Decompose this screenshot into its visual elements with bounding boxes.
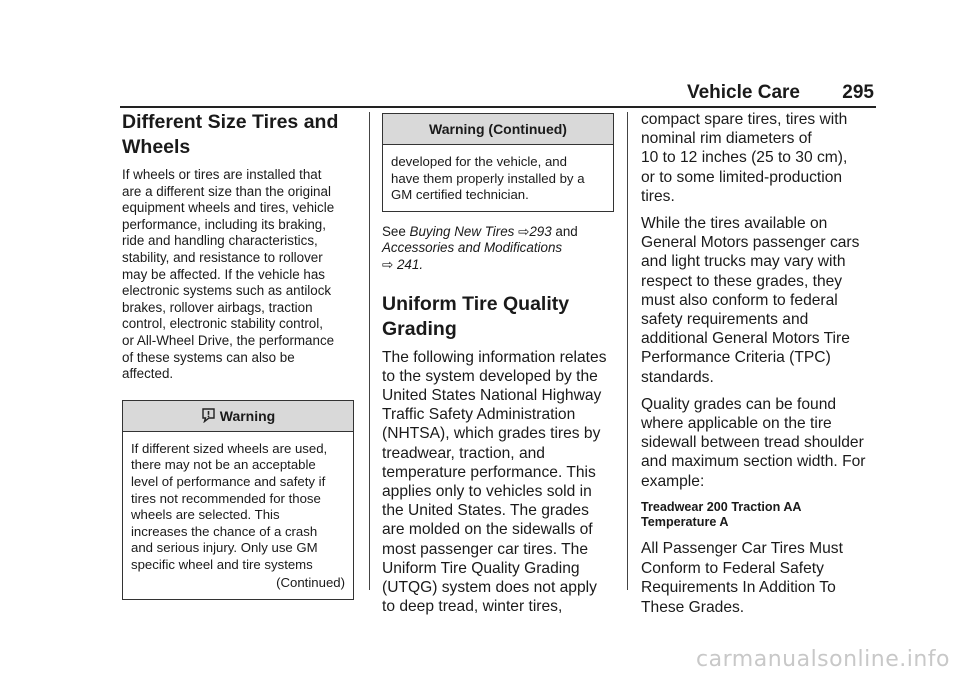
- header-rule: [120, 106, 876, 108]
- column-1: [122, 110, 354, 600]
- link-buying-new-tires[interactable]: Buying New Tires: [409, 223, 515, 239]
- page-ref-arrow-icon: ⇨: [382, 256, 394, 272]
- see-references: See Buying New Tires ⇨293 and Accessories and Modifications ⇨ 241.: [382, 223, 578, 272]
- paragraph-quality-grades: Quality grades can be found where applicable on the tire sidewall between tread shoulder and maximum section width. For example:: [641, 395, 866, 490]
- heading-uniform-tire-quality: Uniform Tire Quality Grading: [382, 292, 570, 340]
- warning-continued-header: Warning (Continued): [383, 114, 613, 145]
- federal-safety-notice: All Passenger Car Tires Must Conform to Federal Safety Requirements In Addition To These Grades.: [641, 540, 843, 617]
- column-2: [382, 110, 614, 616]
- column-divider-1: [369, 112, 370, 590]
- warning-title: Warning: [219, 407, 276, 424]
- warning-header: [123, 401, 353, 432]
- paragraph-gm-tires: While the tires available on General Motors passenger cars and light trucks may vary with respect to these grades, they must also conform to federal safety requirements and additional General Motors Tire Performance Criteria (TPC) standards.: [641, 215, 860, 386]
- heading-different-size-tires: Different Size Tires and Wheels: [122, 111, 339, 158]
- page-header: [120, 82, 876, 106]
- paragraph-exceptions: compact spare tires, tires with nominal rim diameters of 10 to 12 inches (25 to 30 cm), or to some limited-production tires.: [641, 111, 848, 205]
- column-3: [641, 110, 881, 618]
- paragraph-utqg: The following information relates to the system developed by the United States National Highway Traffic Safety Administration (NHTSA), which grades tires by treadwear, traction, and temperature performance. This applies only to vehicles sold in the United States. The grades are molded on the sidewalls of most passenger car tires. The Uniform Tire Quality Grading (UTQG) system does not apply to deep tread, winter tires,: [382, 348, 607, 616]
- warning-box: [122, 400, 354, 600]
- warning-continued-body: developed for the vehicle, and have them properly installed by a GM certified technician.: [391, 154, 585, 203]
- watermark: carmanualsonline.info: [696, 647, 950, 672]
- link-accessories-modifications[interactable]: Accessories and Modifications: [382, 240, 563, 256]
- warning-body: If different sized wheels are used, there may not be an acceptable level of performance and safety if tires not recommended for those wheels are selected. This increases the chance of a crash and serious injury. Only use GM specific wheel and tire systems (Continued): [131, 440, 345, 591]
- page-number: 295: [842, 82, 874, 103]
- page-ref-arrow-icon: ⇨: [518, 223, 530, 239]
- warning-icon: [201, 403, 216, 433]
- paragraph-different-size: If wheels or tires are installed that are a different size than the original equipment wheels and tires, vehicle performance, including its braking, ride and handling characteristics, stability, and resistance to rollover may be affected. If the vehicle has electronic systems such as antilock brakes, rollover airbags, traction control, electronic stability control, or All-Wheel Drive, the performance of these systems can also be affected.: [122, 167, 335, 382]
- column-divider-2: [627, 112, 628, 590]
- section-title: Vehicle Care: [686, 82, 800, 103]
- warning-continued-box: [382, 113, 614, 212]
- continued-label: (Continued): [276, 575, 345, 591]
- example-grades: Treadwear 200 Traction AA Temperature A: [641, 499, 802, 530]
